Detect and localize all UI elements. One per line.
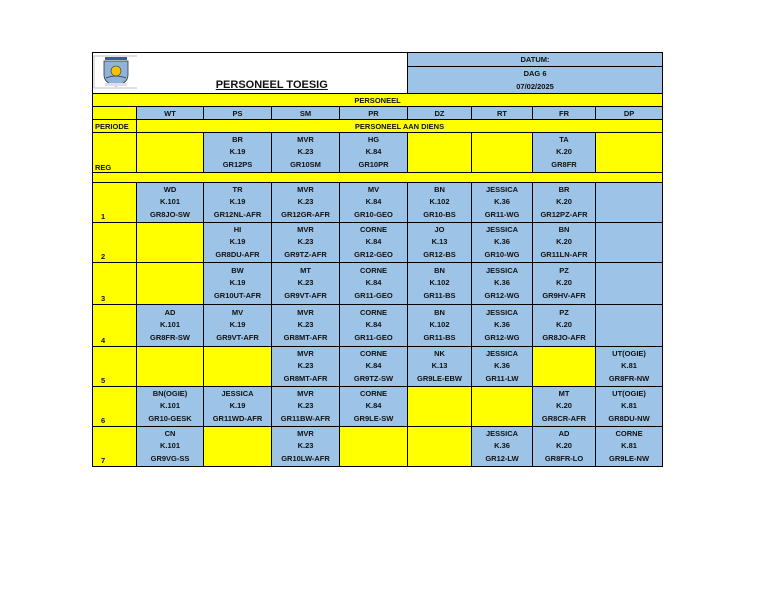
cell-lines [533,184,595,222]
class-code: GR10-BS [423,209,456,219]
class-code: GR10SM [290,159,321,169]
duty-cell-pr [340,183,408,223]
period-row [93,183,663,223]
duty-cell-ps [204,305,272,347]
teacher-name: CORNE [359,265,388,275]
school-logo [93,53,137,94]
room-number: K.20 [556,441,572,451]
period-number: 1 [93,183,137,223]
teacher-name: BR [232,134,243,144]
teacher-name: JESSICA [485,307,519,317]
teacher-name: JESSICA [485,184,519,194]
cell-lines [472,224,532,262]
class-code: GR8CR-AFR [541,413,587,423]
duty-cell-sm [272,427,340,467]
room-number: K.84 [365,401,382,411]
period-number: 3 [93,263,137,305]
cell-lines [204,184,271,222]
class-code: GR11BW-AFR [280,413,331,423]
cell-lines [340,134,407,172]
aan-diens-banner: PERSONEEL AAN DIENS [137,120,663,133]
duty-cell-dz [408,347,472,387]
cell-lines [272,348,339,386]
room-number: K.19 [229,278,246,288]
class-code: GR8DU-NW [608,413,650,423]
room-number: K.102 [429,197,450,207]
class-code: GR9LE-NW [609,453,650,463]
column-header-dp: DP [596,107,663,120]
duty-cell-dz [408,305,472,347]
class-code: GR9TZ-AFR [284,249,327,259]
column-header-fr: FR [533,107,596,120]
class-code: GR11-GEO [354,290,393,300]
room-number: K.23 [297,278,314,288]
class-code: GR11-LW [485,373,519,383]
class-code: GR11WD-AFR [212,413,263,423]
reg-cell-sm [272,133,340,173]
class-code: GR9HV-AFR [542,290,586,300]
teacher-name: BR [558,184,570,194]
room-number: K.102 [429,278,450,288]
room-number: K.36 [494,278,510,288]
cell-lines [340,184,407,222]
room-number: K.84 [365,237,382,247]
class-code: GR10LW-AFR [281,453,330,463]
reg-cell-pr [340,133,408,173]
duty-cell-sm [272,347,340,387]
cell-lines [272,184,339,222]
duty-cell-wt-empty [137,347,204,387]
teacher-name: JESSICA [485,348,519,358]
room-number: K.36 [494,441,510,451]
class-code: GR10UT-AFR [213,290,262,300]
room-number: K.19 [229,147,246,157]
teacher-name: BW [231,265,244,275]
duty-cell-fr [533,263,596,305]
reg-cell-dp-empty [596,133,663,173]
room-number: K.81 [621,361,637,371]
class-code: GR12-WG [484,332,520,342]
cell-lines [272,265,339,303]
room-number: K.84 [365,320,382,330]
column-header-ps: PS [204,107,272,120]
duty-cell-dp [596,183,663,223]
duty-cell-rt [472,183,533,223]
cell-lines [340,388,407,426]
class-code: GR12GR-AFR [281,209,330,219]
class-code: GR11-WG [484,209,520,219]
duty-cell-dp [596,263,663,305]
room-number: K.23 [297,361,314,371]
duty-cell-pr [340,387,408,427]
period-number: 2 [93,223,137,263]
column-header-dz: DZ [408,107,472,120]
period-row [93,305,663,347]
cell-lines [204,224,271,262]
teacher-name: MVR [297,224,314,234]
class-code: GR8JO-SW [149,209,190,219]
cell-lines [340,224,407,262]
class-code: GR12PS [222,159,253,169]
duty-cell-fr [533,223,596,263]
room-number: K.101 [159,197,180,207]
teacher-name: MVR [297,134,314,144]
datum-label: DATUM: [408,53,663,67]
teacher-name: JO [434,224,445,234]
room-number: K.84 [365,147,382,157]
teacher-name: JESSICA [485,265,519,275]
cell-lines [533,388,595,426]
teacher-name: BN [434,184,445,194]
corner-cell [93,107,137,120]
duty-cell-rt [472,263,533,305]
duty-cell-fr-empty [533,347,596,387]
cell-lines [137,428,203,466]
teacher-name: BN [434,265,445,275]
cell-lines [533,134,595,172]
cell-lines [340,307,407,345]
room-number: K.23 [297,237,314,247]
duty-cell-fr [533,305,596,347]
duty-cell-ps-empty [204,427,272,467]
cell-lines [272,134,339,172]
cell-lines [472,265,532,303]
cell-lines [204,388,271,426]
teacher-name: HI [233,224,242,234]
duty-cell-wt [137,183,204,223]
period-number: 5 [93,347,137,387]
teacher-name: CN [164,428,176,438]
period-row [93,427,663,467]
class-code: GR9VG-SS [150,453,190,463]
cell-lines [472,307,532,345]
reg-cell-rt-empty [472,133,533,173]
duty-cell-rt [472,223,533,263]
cell-lines [533,265,595,303]
class-code: GR9VT-AFR [216,332,259,342]
room-number: K.19 [229,401,246,411]
room-number: K.19 [229,197,246,207]
day-label: DAG 6 [408,67,663,80]
room-number: K.101 [159,320,180,330]
teacher-name: NK [434,348,445,358]
teacher-name: UT(OGIE) [612,348,646,358]
class-code: GR10-GESK [148,413,192,423]
period-number: 4 [93,305,137,347]
teacher-name: CORNE [359,348,388,358]
room-number: K.84 [365,361,382,371]
duty-cell-dz [408,223,472,263]
teacher-name: MVR [297,307,314,317]
school-crest-icon [93,55,137,89]
cell-lines [533,224,595,262]
teacher-name: AD [558,428,570,438]
period-row [93,263,663,305]
duty-cell-pr-empty [340,427,408,467]
room-number: K.23 [297,147,314,157]
duty-cell-rt [472,347,533,387]
class-code: GR12-GEO [354,249,393,259]
room-number: K.20 [556,278,572,288]
room-number: K.36 [494,320,510,330]
teacher-name: CORNE [359,307,388,317]
class-code: GR9VT-AFR [284,290,327,300]
room-number: K.23 [297,320,314,330]
class-code: GR11-BS [423,290,456,300]
periode-label: PERIODE [93,120,137,133]
period-row [93,347,663,387]
teacher-name: WD [163,184,177,194]
column-header-wt: WT [137,107,204,120]
room-number: K.23 [297,441,314,451]
cell-lines [408,307,471,345]
duty-cell-dz [408,263,472,305]
duty-cell-wt [137,387,204,427]
teacher-name: JESSICA [485,224,519,234]
duty-cell-ps [204,183,272,223]
room-number: K.20 [556,197,572,207]
room-number: K.84 [365,278,382,288]
duty-cell-dp [596,347,663,387]
room-number: K.23 [297,401,314,411]
room-number: K.19 [229,237,246,247]
room-number: K.101 [159,401,180,411]
column-header-pr: PR [340,107,408,120]
cell-lines [272,428,339,466]
reg-label: REG [93,133,137,173]
duty-cell-pr [340,263,408,305]
room-number: K.81 [621,441,637,451]
duty-cell-sm [272,223,340,263]
cell-lines [408,184,471,222]
class-code: GR9TZ-SW [353,373,394,383]
duty-cell-sm [272,263,340,305]
class-code: GR8FR-NW [608,373,650,383]
column-header-rt: RT [472,107,533,120]
reg-cell-dz-empty [408,133,472,173]
class-code: GR12-WG [484,290,520,300]
teacher-name: CORNE [615,428,643,438]
class-code: GR9LE-SW [353,413,394,423]
duty-cell-dz-empty [408,387,472,427]
class-code: GR12NL-AFR [213,209,262,219]
class-code: GR8JO-AFR [542,332,586,342]
column-header-sm: SM [272,107,340,120]
teacher-name: MT [300,265,311,275]
class-code: GR8FR-SW [150,332,190,342]
cell-lines [137,307,203,345]
page-title: PERSONEEL TOESIG [137,53,408,94]
duty-cell-fr [533,183,596,223]
spacer-row [93,173,663,183]
cell-lines [137,388,203,426]
date-label: 07/02/2025 [408,80,663,93]
duty-cell-dp [596,387,663,427]
room-number: K.20 [556,320,572,330]
duty-cell-ps [204,263,272,305]
teacher-name: AD [164,307,176,317]
room-number: K.81 [621,401,637,411]
cell-lines [272,388,339,426]
duty-cell-pr [340,305,408,347]
cell-lines [408,265,471,303]
teacher-name: MVR [297,428,314,438]
period-row [93,387,663,427]
cell-lines [340,348,407,386]
teacher-name: MV [367,184,380,194]
teacher-name: MVR [297,348,314,358]
personeel-banner: PERSONEEL [93,94,663,107]
duty-cell-pr [340,223,408,263]
room-number: K.36 [494,197,510,207]
cell-lines [204,307,271,345]
room-number: K.20 [556,401,572,411]
teacher-name: JESSICA [485,428,519,438]
teacher-name: BN [558,224,570,234]
class-code: GR11LN-AFR [540,249,588,259]
reg-cell-wt-empty [137,133,204,173]
room-number: K.23 [297,197,314,207]
cell-lines [472,348,532,386]
cell-lines [596,388,662,426]
cell-lines [596,348,662,386]
room-number: K.20 [556,147,572,157]
teacher-name: CORNE [359,388,388,398]
cell-lines [596,428,662,466]
teacher-name: MT [558,388,570,398]
class-code: GR8FR [551,159,577,169]
duty-cell-ps-empty [204,347,272,387]
room-number: K.13 [431,361,448,371]
reg-cell-fr [533,133,596,173]
duty-cell-wt [137,305,204,347]
class-code: GR11-GEO [354,332,393,342]
supervision-table [92,52,663,467]
duty-cell-rt [472,305,533,347]
room-number: K.13 [431,237,448,247]
class-code: GR9LE-EBW [417,373,463,383]
duty-cell-sm [272,305,340,347]
duty-cell-wt [137,427,204,467]
duty-cell-sm [272,387,340,427]
duty-cell-dz-empty [408,427,472,467]
duty-cell-fr [533,427,596,467]
class-code: GR8MT-AFR [283,373,328,383]
cell-lines [408,348,471,386]
duty-cell-ps [204,223,272,263]
duty-cell-fr [533,387,596,427]
duty-cell-dp [596,305,663,347]
class-code: GR8DU-AFR [215,249,260,259]
reg-cell-ps [204,133,272,173]
class-code: GR11-BS [423,332,456,342]
staff-supervision-sheet [92,52,662,467]
room-number: K.101 [159,441,180,451]
class-code: GR10-WG [484,249,520,259]
period-number: 7 [93,427,137,467]
teacher-name: PZ [559,265,569,275]
duty-cell-pr [340,347,408,387]
teacher-name: HG [367,134,380,144]
room-number: K.84 [365,197,382,207]
cell-lines [533,428,595,466]
cell-lines [204,265,271,303]
teacher-name: MVR [297,388,314,398]
teacher-name: MV [231,307,244,317]
room-number: K.36 [494,237,510,247]
duty-cell-dp [596,427,663,467]
class-code: GR8MT-AFR [283,332,328,342]
cell-lines [204,134,271,172]
cell-lines [137,184,203,222]
teacher-name: TA [559,134,569,144]
teacher-name: CORNE [359,224,388,234]
duty-cell-dz [408,183,472,223]
duty-cell-ps [204,387,272,427]
cell-lines [472,428,532,466]
class-code: GR12PZ-AFR [540,209,588,219]
room-number: K.19 [229,320,246,330]
room-number: K.102 [429,320,450,330]
class-code: GR10-GEO [354,209,393,219]
duty-cell-wt-empty [137,263,204,305]
cell-lines [408,224,471,262]
duty-cell-rt [472,427,533,467]
period-number: 6 [93,387,137,427]
teacher-name: BN(OGIE) [152,388,188,398]
teacher-name: JESSICA [221,388,254,398]
room-number: K.36 [494,361,510,371]
cell-lines [272,307,339,345]
teacher-name: BN [434,307,445,317]
class-code: GR10PR [358,159,389,169]
cell-lines [533,307,595,345]
class-code: GR8FR-LO [544,453,584,463]
duty-cell-wt-empty [137,223,204,263]
cell-lines [472,184,532,222]
duty-cell-rt-empty [472,387,533,427]
room-number: K.20 [556,237,572,247]
teacher-name: PZ [559,307,569,317]
teacher-name: MVR [297,184,314,194]
cell-lines [340,265,407,303]
teacher-name: UT(OGIE) [612,388,646,398]
period-row [93,223,663,263]
class-code: GR12-BS [423,249,456,259]
teacher-name: TR [232,184,243,194]
cell-lines [272,224,339,262]
duty-cell-sm [272,183,340,223]
duty-cell-dp [596,223,663,263]
class-code: GR12-LW [485,453,519,463]
